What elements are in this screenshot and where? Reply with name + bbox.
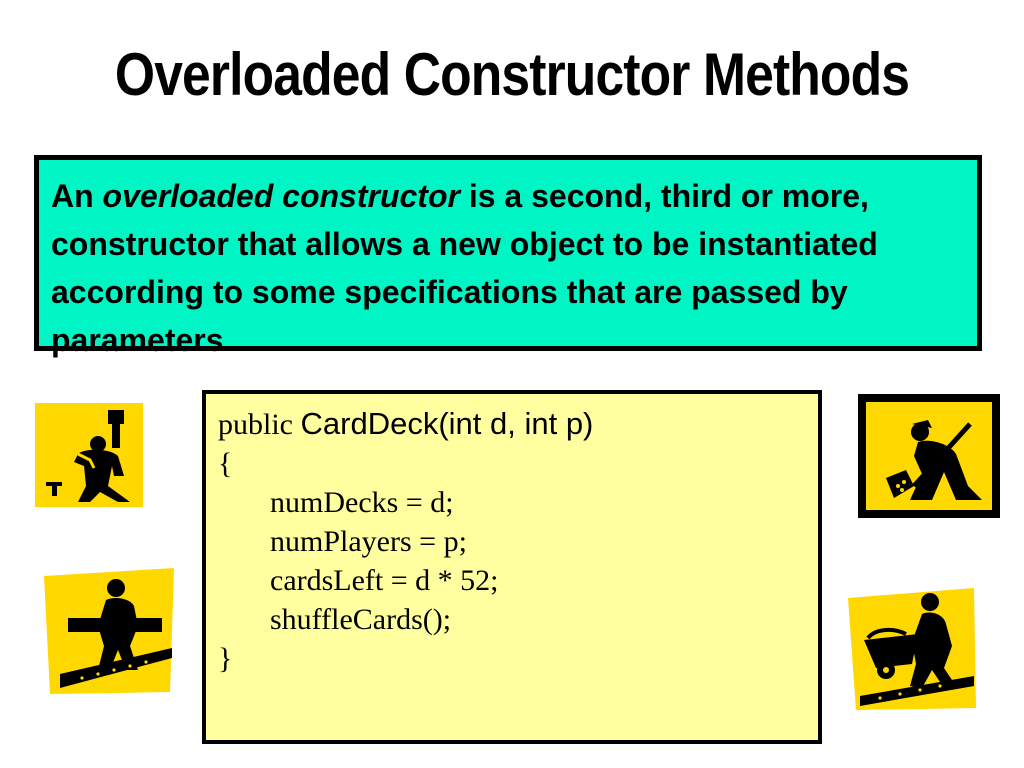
code-line: cardsLeft = d * 52; <box>270 564 499 597</box>
hammer-worker-icon <box>34 402 144 508</box>
code-signature: CardDeck(int d, int p) <box>300 406 594 441</box>
shovel-worker-icon <box>858 394 1000 518</box>
code-open-brace: { <box>218 447 233 480</box>
code-keyword: public <box>218 408 293 441</box>
code-close-brace: } <box>218 642 233 675</box>
plank-carrier-icon <box>38 566 178 698</box>
code-line: numPlayers = p; <box>270 525 467 558</box>
code-line: numDecks = d; <box>270 486 454 519</box>
slide-title: Overloaded Constructor Methods <box>114 41 910 108</box>
code-box <box>202 390 822 744</box>
code-line: shuffleCards(); <box>270 603 452 636</box>
definition-rest: is a second, third or more, constructor that allows a new object to be instantiated according to some specifications that are passed by parameters. <box>51 178 878 358</box>
wheelbarrow-worker-icon <box>846 584 980 714</box>
definition-box <box>34 155 982 358</box>
definition-emphasis: overloaded constructor <box>102 178 460 214</box>
code-signature-line <box>218 404 818 444</box>
definition-prefix: An <box>51 178 103 214</box>
